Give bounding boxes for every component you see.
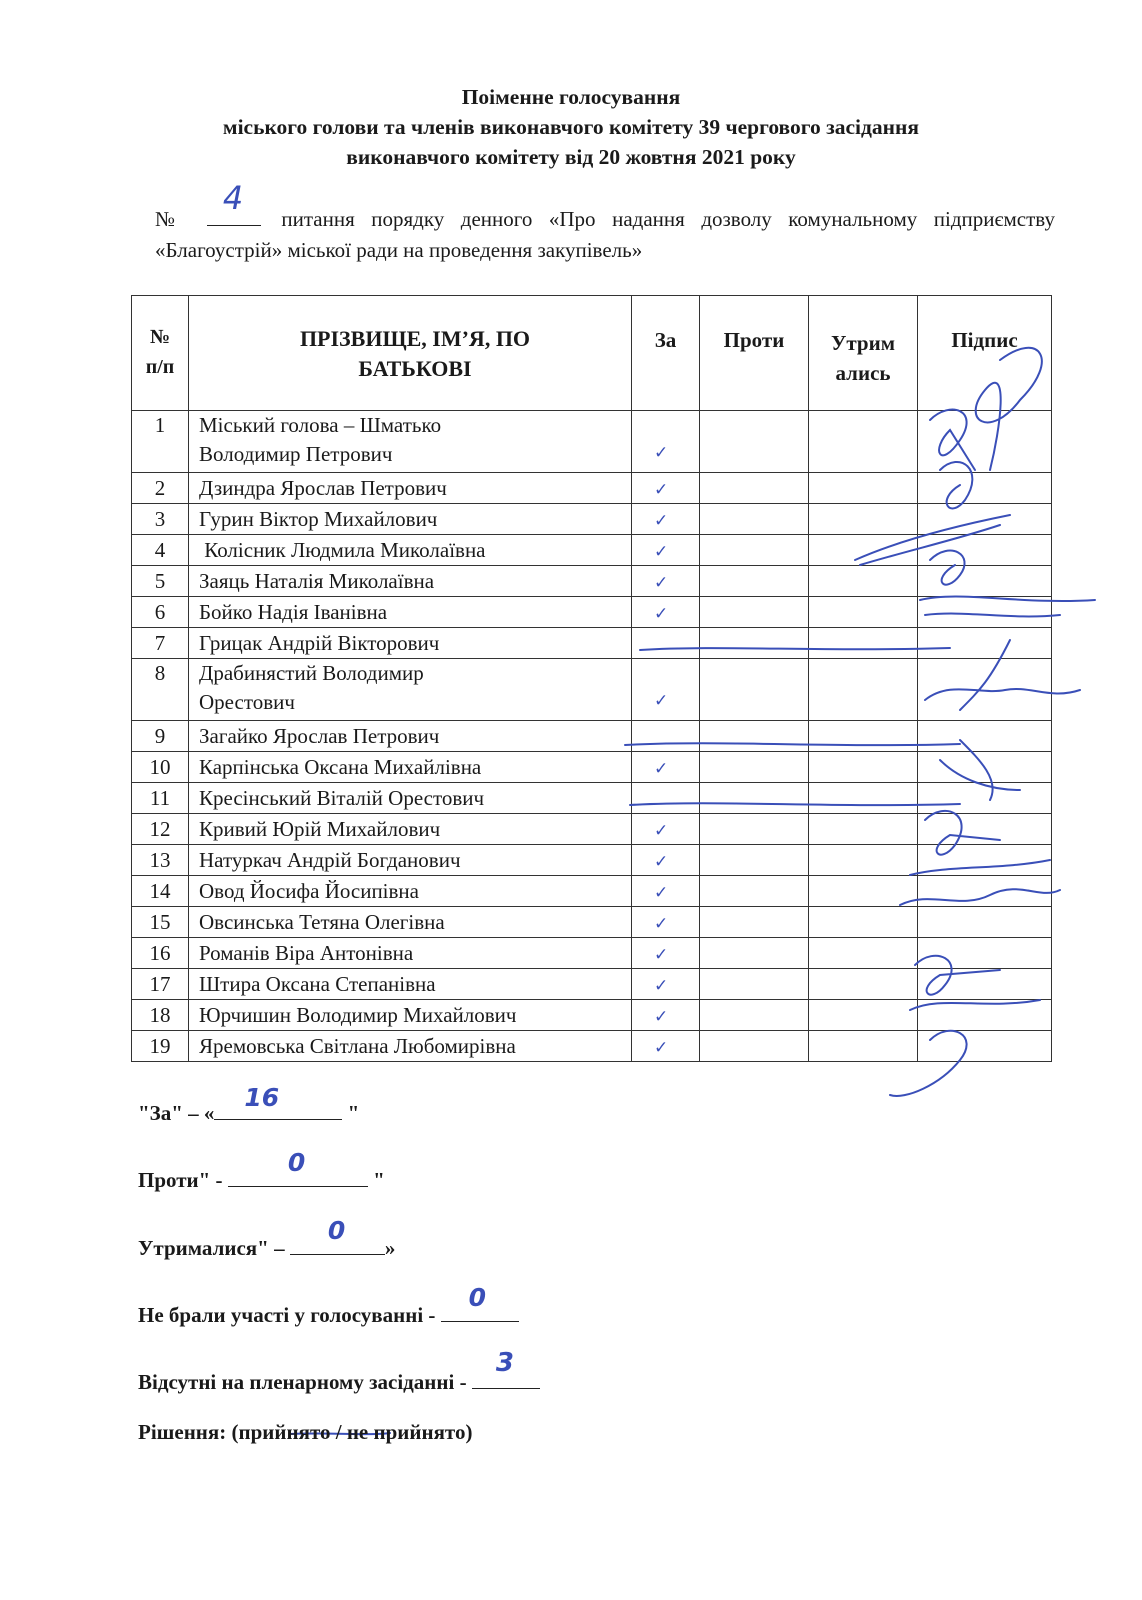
vote-check-mark: ✓ (654, 480, 669, 500)
row-utr-cell (809, 411, 918, 473)
result-za-label: "За" – « (138, 1101, 215, 1125)
row-signature-cell (918, 907, 1052, 938)
vote-check-mark: ✓ (654, 573, 669, 593)
header-name-label: ПРІЗВИЩЕ, ІМ’Я, ПО БАТЬКОВІ (299, 326, 531, 381)
row-name: Штира Оксана Степанівна (189, 969, 632, 1000)
header-proty: Проти (700, 296, 809, 411)
agenda-handwritten-number: 4 (222, 179, 244, 217)
row-signature-cell (918, 845, 1052, 876)
row-name (189, 411, 632, 473)
row-number: 3 (132, 504, 189, 535)
row-number: 1 (132, 411, 189, 473)
row-number: 18 (132, 1000, 189, 1031)
result-vidsutni-label: Відсутні на пленарному засіданні - (138, 1370, 472, 1394)
row-name-line-1: Драбинястий Володимир (199, 661, 424, 685)
table-row (132, 659, 1052, 721)
result-za (138, 1083, 360, 1126)
row-za-cell (632, 597, 700, 628)
row-signature-cell (918, 411, 1052, 473)
row-proty-cell (700, 597, 809, 628)
result-nebraly-label: Не брали участі у голосуванні - (138, 1303, 441, 1327)
row-utr-cell (809, 659, 918, 721)
table-row (132, 752, 1052, 783)
row-number: 17 (132, 969, 189, 1000)
row-number: 5 (132, 566, 189, 597)
table-row (132, 504, 1052, 535)
table-row (132, 969, 1052, 1000)
table-row (132, 473, 1052, 504)
title-line-3: виконавчого комітету від 20 жовтня 2021 року (346, 145, 796, 169)
row-number: 13 (132, 845, 189, 876)
table-row (132, 1000, 1052, 1031)
header-utrymalys (809, 296, 918, 411)
row-name: Гурин Віктор Михайлович (189, 504, 632, 535)
vote-check-mark: ✓ (654, 542, 669, 562)
row-name (189, 659, 632, 721)
row-name: Натуркач Андрій Богданович (189, 845, 632, 876)
row-number: 16 (132, 938, 189, 969)
vote-check-mark: ✓ (654, 945, 669, 965)
row-name: Загайко Ярослав Петрович (189, 721, 632, 752)
row-signature-cell (918, 473, 1052, 504)
row-proty-cell (700, 876, 809, 907)
result-proty-value: 0 (287, 1148, 306, 1177)
row-utr-cell (809, 504, 918, 535)
result-utrymalys (138, 1216, 396, 1261)
row-name: Колісник Людмила Миколаївна (189, 535, 632, 566)
row-proty-cell (700, 752, 809, 783)
row-proty-cell (700, 411, 809, 473)
result-proty-blank (228, 1148, 368, 1187)
result-proty (138, 1148, 385, 1193)
row-za-cell (632, 628, 700, 659)
row-number: 6 (132, 597, 189, 628)
table-row (132, 411, 1052, 473)
table-row (132, 907, 1052, 938)
result-za-value: 16 (244, 1083, 280, 1112)
row-proty-cell (700, 504, 809, 535)
row-proty-cell (700, 628, 809, 659)
vote-check-mark: ✓ (654, 511, 669, 531)
row-proty-cell (700, 783, 809, 814)
row-proty-cell (700, 535, 809, 566)
row-utr-cell (809, 814, 918, 845)
row-name: Дзиндра Ярослав Петрович (189, 473, 632, 504)
row-utr-cell (809, 566, 918, 597)
row-number: 7 (132, 628, 189, 659)
vote-check-mark: ✓ (654, 691, 669, 711)
vote-check-mark: ✓ (654, 852, 669, 872)
vote-check-mark: ✓ (654, 914, 669, 934)
row-signature-cell (918, 1031, 1052, 1062)
result-vidsutni-blank (472, 1348, 540, 1389)
row-name: Бойко Надія Іванівна (189, 597, 632, 628)
row-za-cell (632, 938, 700, 969)
row-signature-cell (918, 659, 1052, 721)
row-proty-cell (700, 969, 809, 1000)
table-row (132, 814, 1052, 845)
title-line-1: Поіменне голосування (461, 85, 681, 109)
row-utr-cell (809, 628, 918, 659)
row-number: 4 (132, 535, 189, 566)
row-signature-cell (918, 938, 1052, 969)
result-vidsutni-value: 3 (495, 1348, 514, 1378)
header-number-label: № п/п (145, 326, 175, 378)
row-za-cell (632, 473, 700, 504)
row-signature-cell (918, 752, 1052, 783)
row-number: 15 (132, 907, 189, 938)
row-za-cell (632, 845, 700, 876)
result-nebraly-value: 0 (468, 1283, 487, 1312)
vote-check-mark: ✓ (654, 883, 669, 903)
row-utr-cell (809, 1031, 918, 1062)
row-za-cell (632, 1031, 700, 1062)
row-signature-cell (918, 783, 1052, 814)
row-number: 10 (132, 752, 189, 783)
row-number: 8 (132, 659, 189, 721)
result-utr-end: » (384, 1236, 396, 1260)
row-za-cell (632, 783, 700, 814)
row-proty-cell (700, 721, 809, 752)
result-nebraly (138, 1283, 519, 1328)
row-name: Карпінська Оксана Михайлівна (189, 752, 632, 783)
agenda-text: питання порядку денного «Про надання дозволу комунальному підприємству «Благоустрій» міської ради на проведення закупівель» (155, 207, 1056, 262)
row-za-cell (632, 659, 700, 721)
row-za-cell (632, 721, 700, 752)
row-utr-cell (809, 473, 918, 504)
row-proty-cell (700, 907, 809, 938)
result-proty-label: Проти" - (138, 1168, 228, 1192)
row-proty-cell (700, 938, 809, 969)
row-utr-cell (809, 969, 918, 1000)
row-signature-cell (918, 628, 1052, 659)
row-proty-cell (700, 659, 809, 721)
voting-table (131, 295, 1052, 1062)
row-name: Яремовська Світлана Любомирівна (189, 1031, 632, 1062)
header-pidpys: Підпис (918, 296, 1052, 411)
agenda-number-sign: № (155, 207, 187, 231)
row-proty-cell (700, 1000, 809, 1031)
row-name: Кресінський Віталій Орестович (189, 783, 632, 814)
table-row (132, 566, 1052, 597)
row-name: Овсинська Тетяна Олегівна (189, 907, 632, 938)
result-utr-blank (290, 1216, 385, 1255)
row-name-line-2: Володимир Петрович (199, 442, 393, 466)
row-utr-cell (809, 535, 918, 566)
row-number: 11 (132, 783, 189, 814)
result-nebraly-blank (441, 1283, 519, 1322)
row-za-cell (632, 907, 700, 938)
result-za-blank (214, 1083, 342, 1120)
row-proty-cell (700, 473, 809, 504)
table-row (132, 1031, 1052, 1062)
row-name: Кривий Юрій Михайлович (189, 814, 632, 845)
row-utr-cell (809, 783, 918, 814)
table-row (132, 845, 1052, 876)
row-za-cell (632, 1000, 700, 1031)
row-name: Романів Віра Антонівна (189, 938, 632, 969)
table-row (132, 628, 1052, 659)
row-za-cell (632, 535, 700, 566)
row-za-cell (632, 876, 700, 907)
row-signature-cell (918, 566, 1052, 597)
row-za-cell (632, 969, 700, 1000)
row-number: 2 (132, 473, 189, 504)
row-signature-cell (918, 721, 1052, 752)
row-signature-cell (918, 1000, 1052, 1031)
row-name: Грицак Андрій Вікторович (189, 628, 632, 659)
row-signature-cell (918, 504, 1052, 535)
row-name: Овод Йосифа Йосипівна (189, 876, 632, 907)
row-signature-cell (918, 535, 1052, 566)
row-name-line-2: Орестович (199, 690, 295, 714)
vote-check-mark: ✓ (654, 1007, 669, 1027)
result-za-end: " (342, 1101, 360, 1125)
row-za-cell (632, 566, 700, 597)
table-row (132, 535, 1052, 566)
table-row (132, 938, 1052, 969)
row-name: Юрчишин Володимир Михайлович (189, 1000, 632, 1031)
row-utr-cell (809, 752, 918, 783)
row-name-line-1: Міський голова – Шматько (199, 413, 442, 437)
row-utr-cell (809, 938, 918, 969)
vote-check-mark: ✓ (654, 976, 669, 996)
agenda-number-blank (207, 179, 261, 226)
row-za-cell (632, 752, 700, 783)
table-row (132, 783, 1052, 814)
row-utr-cell (809, 907, 918, 938)
table-row (132, 721, 1052, 752)
row-utr-cell (809, 597, 918, 628)
result-utr-label: Утрималися" – (138, 1236, 290, 1260)
row-utr-cell (809, 876, 918, 907)
result-rishennia: Рішення: (прийнято / не прийнято) (138, 1420, 473, 1444)
table-row (132, 597, 1052, 628)
row-number: 9 (132, 721, 189, 752)
vote-check-mark: ✓ (654, 604, 669, 624)
row-signature-cell (918, 876, 1052, 907)
row-utr-cell (809, 1000, 918, 1031)
result-vidsutni (138, 1348, 540, 1395)
document-title (0, 82, 1142, 172)
agenda-item (155, 179, 1056, 266)
row-signature-cell (918, 969, 1052, 1000)
row-number: 19 (132, 1031, 189, 1062)
row-utr-cell (809, 721, 918, 752)
row-proty-cell (700, 814, 809, 845)
row-proty-cell (700, 566, 809, 597)
table-row (132, 876, 1052, 907)
vote-check-mark: ✓ (654, 821, 669, 841)
row-number: 14 (132, 876, 189, 907)
row-utr-cell (809, 845, 918, 876)
row-za-cell (632, 504, 700, 535)
result-proty-end: " (367, 1168, 385, 1192)
header-name (189, 296, 632, 411)
header-za: За (632, 296, 700, 411)
table-header-row (132, 296, 1052, 411)
row-proty-cell (700, 845, 809, 876)
row-proty-cell (700, 1031, 809, 1062)
vote-check-mark: ✓ (654, 443, 669, 463)
row-signature-cell (918, 597, 1052, 628)
result-utr-value: 0 (327, 1216, 346, 1245)
header-utrymalys-label: Утрим ались (830, 331, 896, 385)
vote-check-mark: ✓ (654, 1038, 669, 1058)
row-za-cell (632, 411, 700, 473)
header-number (132, 296, 189, 411)
vote-check-mark: ✓ (654, 759, 669, 779)
row-name: Заяць Наталія Миколаївна (189, 566, 632, 597)
row-za-cell (632, 814, 700, 845)
row-signature-cell (918, 814, 1052, 845)
title-line-2: міського голови та членів виконавчого комітету 39 чергового засідання (222, 115, 920, 139)
row-number: 12 (132, 814, 189, 845)
